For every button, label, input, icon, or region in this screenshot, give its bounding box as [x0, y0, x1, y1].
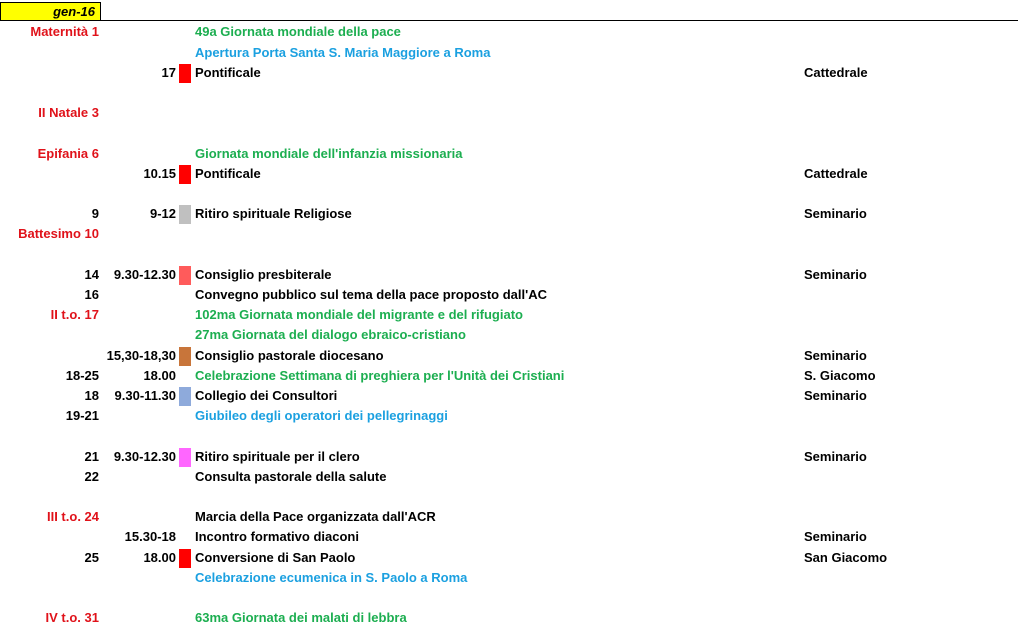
category-marker — [179, 347, 191, 366]
event-location: Seminario — [804, 448, 867, 464]
day-label: 18 — [84, 387, 99, 403]
calendar-row — [0, 305, 1020, 325]
calendar-row — [0, 123, 1020, 143]
event-title: Ritiro spirituale per il clero — [195, 448, 360, 464]
calendar-row — [0, 588, 1020, 608]
calendar-row — [0, 467, 1020, 487]
calendar-row — [0, 265, 1020, 285]
calendar-row — [0, 548, 1020, 568]
event-title: Collegio dei Consultori — [195, 387, 338, 403]
calendar-row — [0, 386, 1020, 406]
calendar-row — [0, 426, 1020, 446]
event-title: 27ma Giornata del dialogo ebraico-cristiano — [195, 327, 466, 343]
calendar-row — [0, 285, 1020, 305]
event-title: 49a Giornata mondiale della pace — [195, 24, 401, 40]
event-location: Seminario — [804, 206, 867, 222]
calendar-row — [0, 144, 1020, 164]
calendar-row — [0, 608, 1020, 628]
event-location: Cattedrale — [804, 165, 868, 181]
calendar-row — [0, 83, 1020, 103]
calendar-row — [0, 568, 1020, 588]
calendar-row — [0, 527, 1020, 547]
time-label: 9.30-12.30 — [113, 448, 176, 464]
day-label: II t.o. 17 — [50, 307, 99, 323]
calendar-row — [0, 507, 1020, 527]
event-title: 63ma Giornata dei malati di lebbra — [195, 610, 407, 626]
time-label: 9.30-11.30 — [114, 387, 176, 403]
event-title: Celebrazione ecumenica in S. Paolo a Roma — [195, 569, 468, 585]
event-location: San Giacomo — [804, 549, 888, 565]
calendar-row — [0, 325, 1020, 345]
time-label: 10.15 — [143, 165, 176, 181]
time-label: 9.30-12.30 — [113, 266, 176, 282]
day-label: Epifania 6 — [37, 145, 99, 161]
header-rule — [101, 20, 1018, 21]
category-marker — [179, 165, 191, 184]
event-title: Celebrazione Settimana di preghiera per l'Unità dei Cristiani — [195, 367, 565, 383]
calendar-row — [0, 447, 1020, 467]
calendar-row — [0, 43, 1020, 63]
calendar-row — [0, 224, 1020, 244]
event-title: Apertura Porta Santa S. Maria Maggiore a Roma — [195, 44, 491, 60]
day-label: 14 — [84, 266, 99, 282]
day-label: III t.o. 24 — [46, 509, 99, 525]
event-title: Consulta pastorale della salute — [195, 468, 387, 484]
event-location: Seminario — [804, 387, 867, 403]
time-label: 17 — [161, 64, 176, 80]
calendar-row — [0, 103, 1020, 123]
event-title: Consiglio presbiterale — [195, 266, 332, 282]
day-label: 16 — [84, 286, 99, 302]
day-label: Maternità 1 — [30, 24, 99, 40]
time-label: 15,30-18,30 — [106, 347, 176, 363]
calendar-row — [0, 245, 1020, 265]
event-title: Conversione di San Paolo — [195, 549, 356, 565]
time-label: 18.00 — [143, 367, 176, 383]
time-label: 18.00 — [143, 549, 176, 565]
event-title: Pontificale — [195, 64, 261, 80]
calendar-row — [0, 22, 1020, 42]
day-label: 9 — [91, 206, 99, 222]
event-title: Pontificale — [195, 165, 261, 181]
calendar-row — [0, 164, 1020, 184]
month-header: gen-16 — [0, 2, 101, 21]
day-label: 22 — [84, 468, 99, 484]
category-marker — [179, 64, 191, 83]
day-label: Battesimo 10 — [18, 226, 99, 242]
event-location: Seminario — [804, 347, 867, 363]
day-label: 21 — [84, 448, 99, 464]
day-label: 19-21 — [65, 408, 99, 424]
event-title: Ritiro spirituale Religiose — [195, 206, 352, 222]
category-marker — [179, 549, 191, 568]
calendar-row — [0, 366, 1020, 386]
event-location: Cattedrale — [804, 64, 868, 80]
event-title: Giornata mondiale dell'infanzia missionaria — [195, 145, 463, 161]
calendar-row — [0, 346, 1020, 366]
event-title: Consiglio pastorale diocesano — [195, 347, 384, 363]
category-marker — [179, 448, 191, 467]
day-label: II Natale 3 — [38, 105, 99, 121]
event-location: Seminario — [804, 529, 867, 545]
event-location: Seminario — [804, 266, 867, 282]
event-title: 102ma Giornata mondiale del migrante e del rifugiato — [195, 307, 523, 323]
calendar-row — [0, 487, 1020, 507]
event-title: Convegno pubblico sul tema della pace proposto dall'AC — [195, 286, 547, 302]
category-marker — [179, 205, 191, 224]
calendar-row — [0, 204, 1020, 224]
category-marker — [179, 266, 191, 285]
time-label: 9-12 — [149, 206, 176, 222]
day-label: 25 — [84, 549, 99, 565]
event-title: Giubileo degli operatori dei pellegrinaggi — [195, 408, 448, 424]
day-label: 18-25 — [65, 367, 99, 383]
time-label: 15.30-18 — [124, 529, 176, 545]
category-marker — [179, 387, 191, 406]
calendar-row — [0, 406, 1020, 426]
event-title: Marcia della Pace organizzata dall'ACR — [195, 509, 436, 525]
event-location: S. Giacomo — [804, 367, 876, 383]
event-title: Incontro formativo diaconi — [195, 529, 359, 545]
calendar-row — [0, 63, 1020, 83]
calendar-row — [0, 184, 1020, 204]
day-label: IV t.o. 31 — [45, 610, 99, 626]
